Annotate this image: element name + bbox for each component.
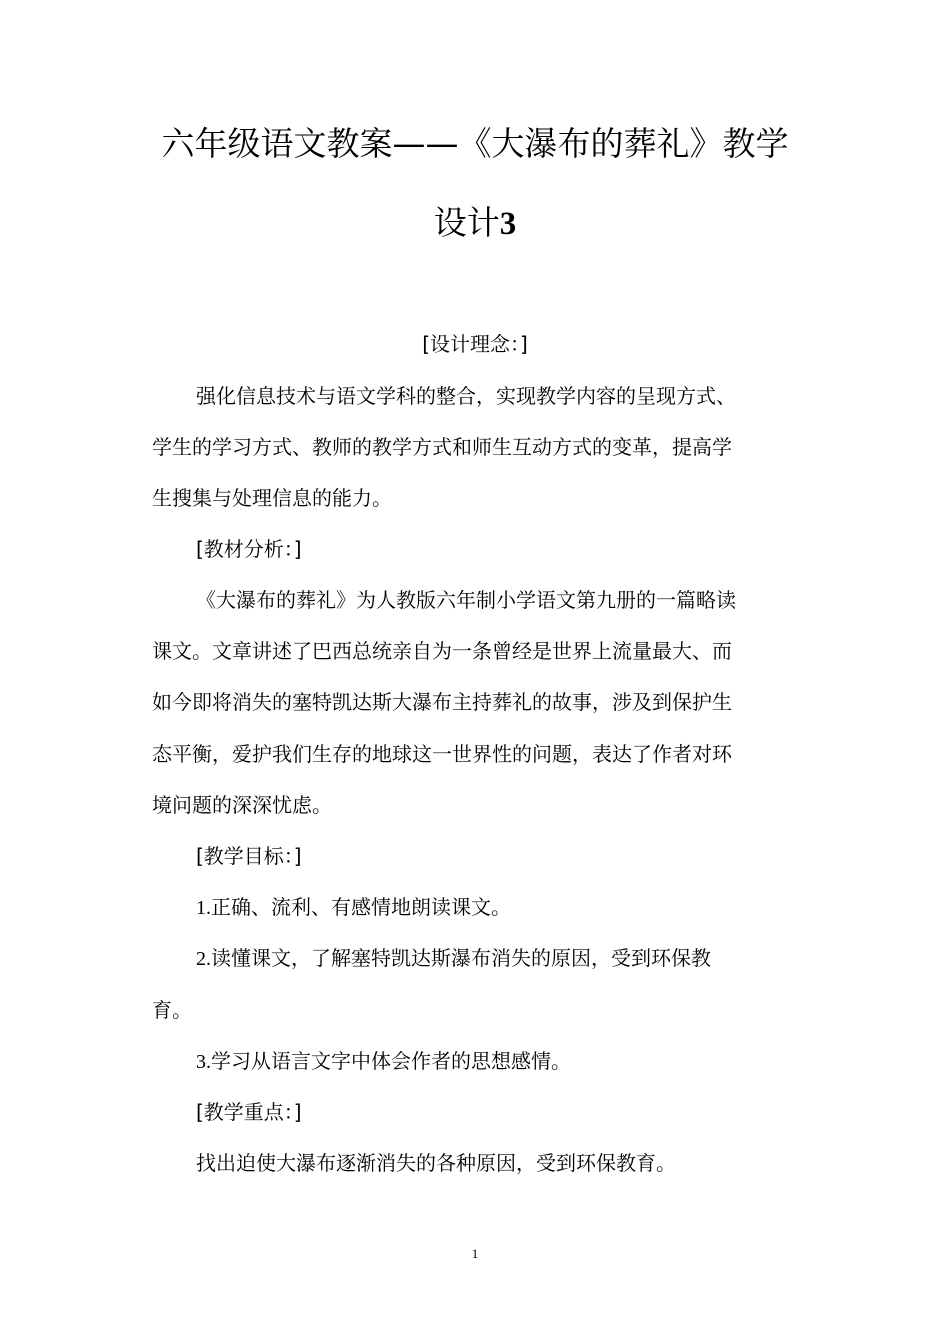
textbook-analysis-line-2: 课文。文章讲述了巴西总统亲自为一条曾经是世界上流量最大、而	[152, 639, 732, 663]
document-title-line-2	[140, 203, 810, 244]
design-concept-line-2: 学生的学习方式、教师的教学方式和师生互动方式的变革，提高学	[152, 435, 732, 459]
page-number: 1	[471, 1246, 479, 1261]
title-number: 3	[499, 206, 517, 242]
teaching-goal-1	[196, 892, 812, 923]
teaching-focus-line-1: 找出迫使大瀑布逐渐消失的各种原因，受到环保教育。	[196, 1151, 676, 1175]
textbook-analysis-line-5: 境问题的深深忧虑。	[152, 793, 332, 817]
teaching-goal-3	[196, 1046, 812, 1077]
textbook-analysis-line-3: 如今即将消失的塞特凯达斯大瀑布主持葬礼的故事，涉及到保护生	[152, 690, 732, 714]
teaching-goal-2	[196, 943, 812, 974]
design-concept-line-3: 生搜集与处理信息的能力。	[152, 486, 392, 510]
goal-3-number: 3.	[196, 1051, 211, 1073]
goal-1-text: 正确、流利、有感情地朗读课文。	[211, 895, 511, 919]
goal-1-number: 1.	[196, 897, 211, 919]
teaching-focus-heading: [教学重点：]	[196, 1100, 302, 1124]
teaching-goal-2-continued: 育。	[152, 998, 192, 1022]
textbook-analysis-line-4: 态平衡，爱护我们生存的地球这一世界性的问题，表达了作者对环	[152, 742, 732, 766]
title-text: 设计	[433, 203, 500, 242]
goal-3-text: 学习从语言文字中体会作者的思想感情。	[211, 1049, 571, 1073]
document-title-line-1: 六年级语文教案——《大瀑布的葬礼》教学	[161, 124, 789, 163]
design-concept-line-1: 强化信息技术与语文学科的整合，实现教学内容的呈现方式、	[196, 384, 736, 408]
goal-2-text: 读懂课文，了解塞特凯达斯瀑布消失的原因，受到环保教	[211, 946, 711, 970]
textbook-analysis-heading: [教材分析：]	[196, 537, 302, 561]
teaching-goals-heading: [教学目标：]	[196, 844, 302, 868]
goal-2-number: 2.	[196, 948, 211, 970]
design-concept-heading: [设计理念：]	[422, 332, 528, 356]
textbook-analysis-line-1: 《大瀑布的葬礼》为人教版六年制小学语文第九册的一篇略读	[196, 588, 736, 612]
